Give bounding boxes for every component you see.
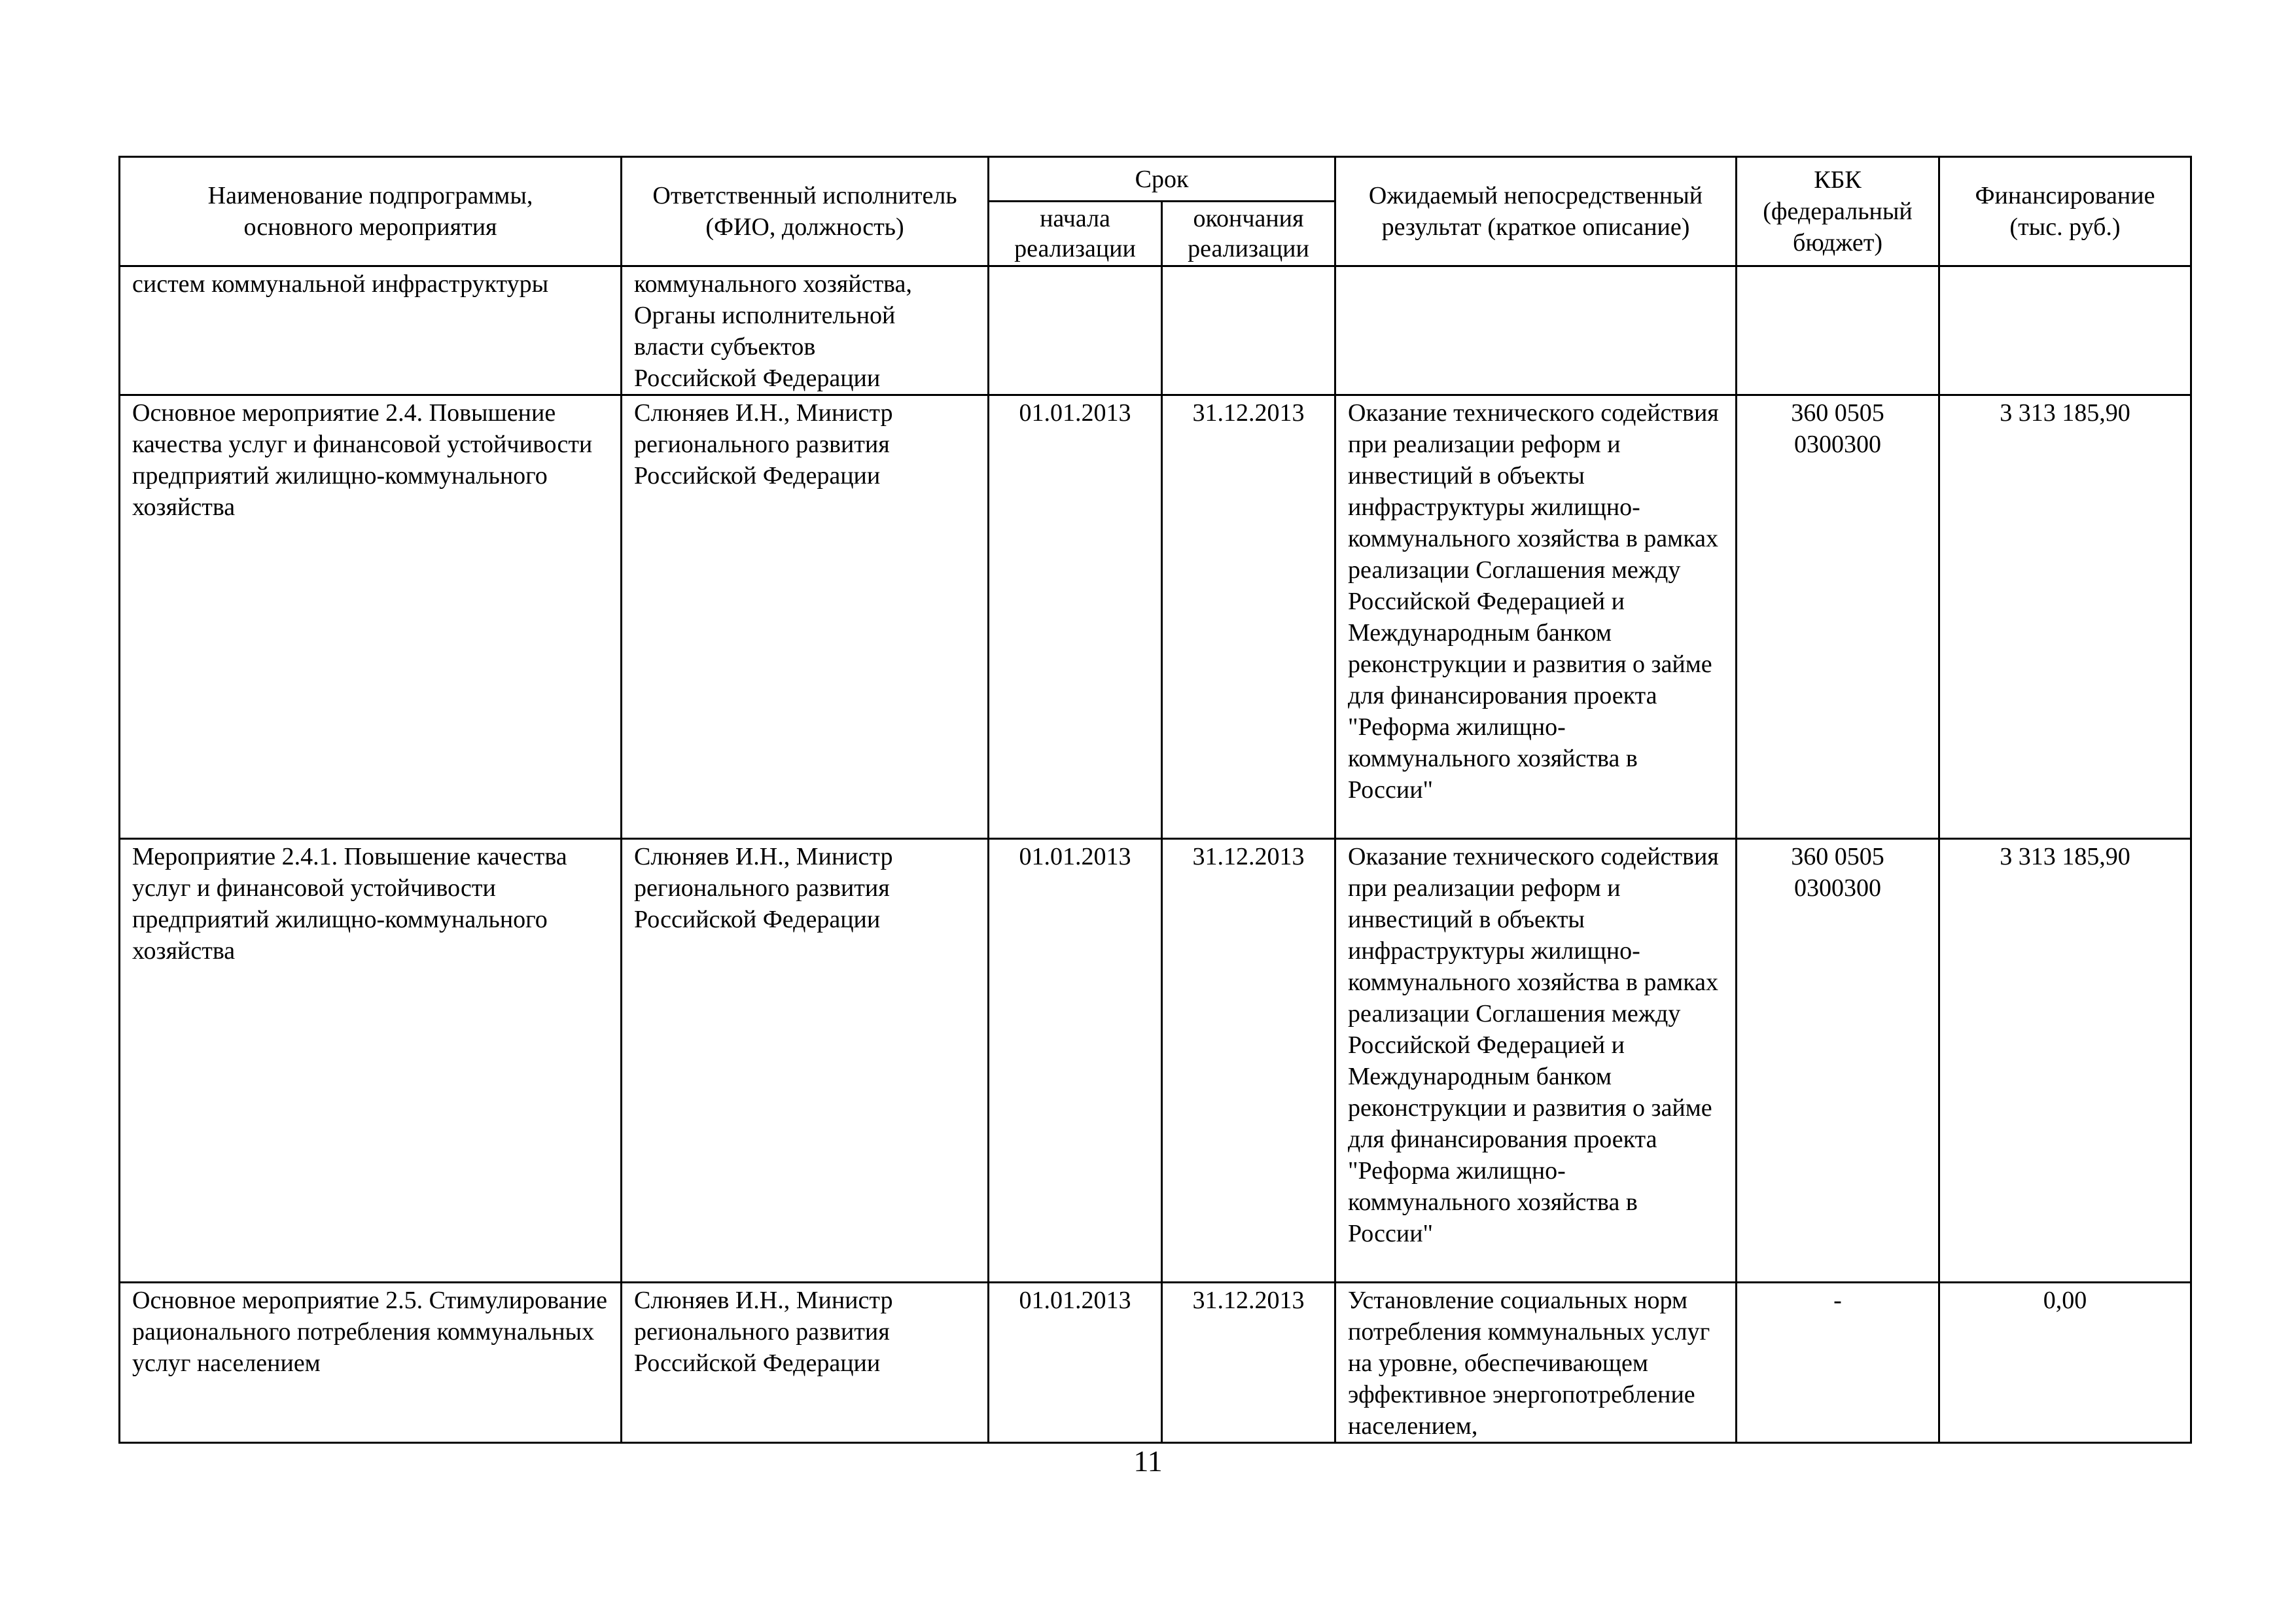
table-row xyxy=(120,1283,2191,1443)
header-name: Наименование подпрограммы, основного мероприятия xyxy=(120,157,622,266)
cell-start: 01.01.2013 xyxy=(989,395,1162,839)
cell-kbk: 360 0505 0300300 xyxy=(1737,839,1939,1283)
cell-end: 31.12.2013 xyxy=(1162,395,1335,839)
program-table xyxy=(118,156,2192,1444)
cell-executor: Слюняев И.Н., Министр регионального развития Российской Федерации xyxy=(622,1283,989,1443)
cell-kbk xyxy=(1737,266,1939,395)
cell-financing xyxy=(1939,266,2191,395)
page-number: 11 xyxy=(1133,1444,1163,1478)
table-row xyxy=(120,839,2191,1283)
cell-end xyxy=(1162,266,1335,395)
cell-executor: Слюняев И.Н., Министр регионального развития Российской Федерации xyxy=(622,839,989,1283)
cell-name: Основное мероприятие 2.5. Стимулирование рационального потребления коммунальных услуг населением xyxy=(120,1283,622,1443)
cell-result: Установление социальных норм потребления коммунальных услуг на уровне, обеспечивающем эффективное энергопотребление населением, xyxy=(1335,1283,1737,1443)
cell-start: 01.01.2013 xyxy=(989,1283,1162,1443)
cell-end: 31.12.2013 xyxy=(1162,839,1335,1283)
cell-executor: Слюняев И.Н., Министр регионального развития Российской Федерации xyxy=(622,395,989,839)
header-end: окончания реализации xyxy=(1162,202,1335,266)
cell-name: систем коммунальной инфраструктуры xyxy=(120,266,622,395)
cell-kbk: 360 0505 0300300 xyxy=(1737,395,1939,839)
cell-result: Оказание технического содействия при реализации реформ и инвестиций в объекты инфраструктуры жилищно-коммунального хозяйства в рамках реализации Соглашения между Российской Федерацией и Международным банком реконструкции и развития о займе для финансирования проекта "Реформа жилищно-коммунального хозяйства в России" xyxy=(1335,839,1737,1283)
table-row xyxy=(120,395,2191,839)
cell-financing: 0,00 xyxy=(1939,1283,2191,1443)
cell-result: Оказание технического содействия при реализации реформ и инвестиций в объекты инфраструктуры жилищно-коммунального хозяйства в рамках реализации Соглашения между Российской Федерацией и Международным банком реконструкции и развития о займе для финансирования проекта "Реформа жилищно-коммунального хозяйства в России" xyxy=(1335,395,1737,839)
cell-result xyxy=(1335,266,1737,395)
cell-name: Основное мероприятие 2.4. Повышение качества услуг и финансовой устойчивости предприятий жилищно-коммунального хозяйства xyxy=(120,395,622,839)
cell-start: 01.01.2013 xyxy=(989,839,1162,1283)
header-start: начала реализации xyxy=(989,202,1162,266)
cell-kbk: - xyxy=(1737,1283,1939,1443)
cell-financing: 3 313 185,90 xyxy=(1939,395,2191,839)
cell-financing: 3 313 185,90 xyxy=(1939,839,2191,1283)
header-kbk: КБК (федеральный бюджет) xyxy=(1737,157,1939,266)
cell-start xyxy=(989,266,1162,395)
cell-name: Мероприятие 2.4.1. Повышение качества услуг и финансовой устойчивости предприятий жилищно-коммунального хозяйства xyxy=(120,839,622,1283)
header-executor: Ответственный исполнитель (ФИО, должность) xyxy=(622,157,989,266)
cell-executor: коммунального хозяйства, Органы исполнительной власти субъектов Российской Федерации xyxy=(622,266,989,395)
cell-end: 31.12.2013 xyxy=(1162,1283,1335,1443)
table-row xyxy=(120,266,2191,395)
header-financing: Финансирование (тыс. руб.) xyxy=(1939,157,2191,266)
header-term: Срок xyxy=(989,157,1335,202)
header-result: Ожидаемый непосредственный результат (краткое описание) xyxy=(1335,157,1737,266)
